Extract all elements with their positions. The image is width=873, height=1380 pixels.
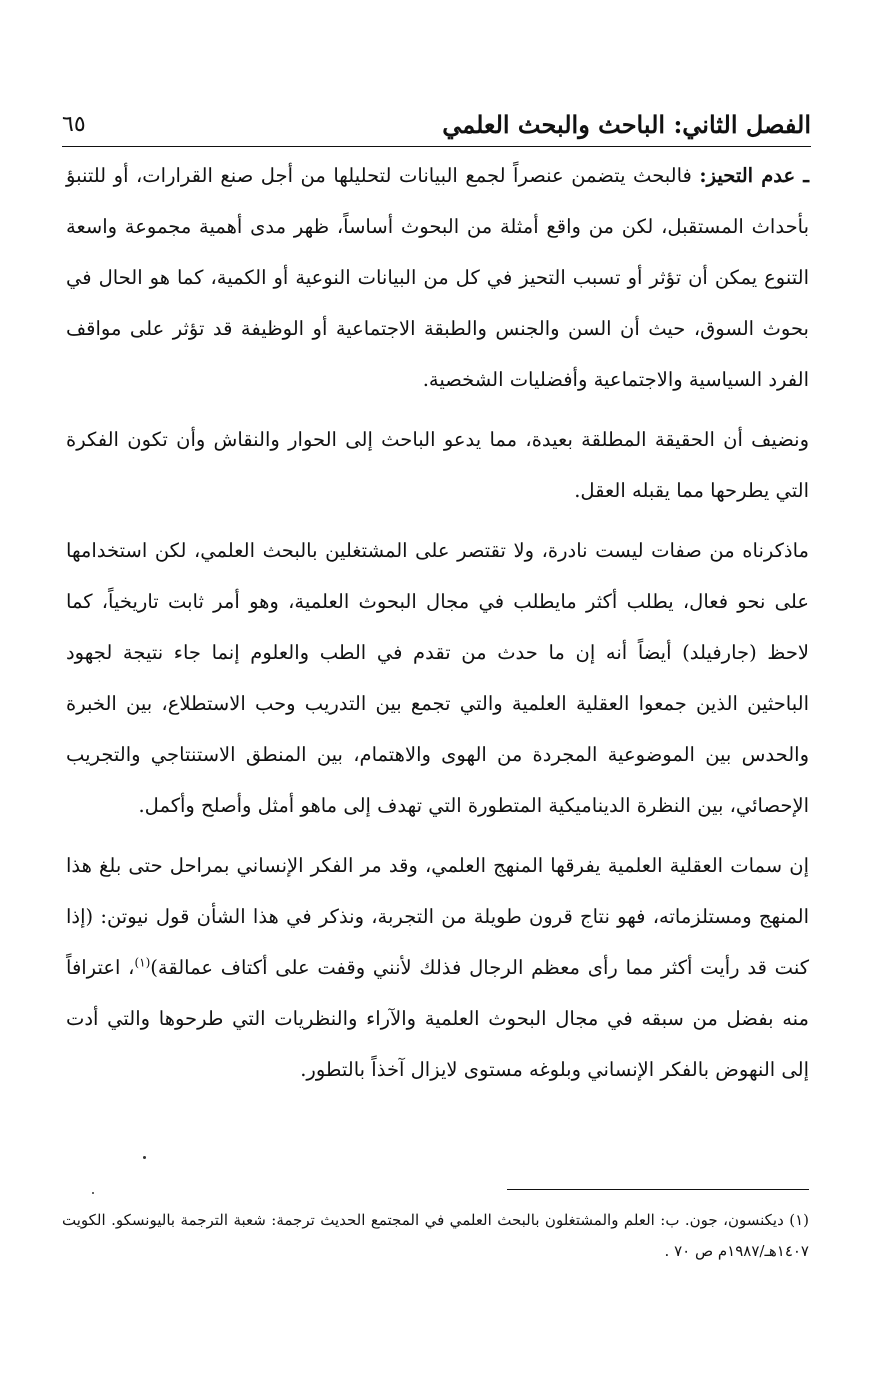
paragraph-absolute-truth: ونضيف أن الحقيقة المطلقة بعيدة، مما يدعو الباحث إلى الحوار والنقاش وأن تكون الفكرة التي يطرحها مما يقبله العقل. — [66, 428, 809, 502]
scan-speck — [143, 1156, 146, 1159]
paragraph-non-bias — [66, 150, 809, 405]
paragraph-scientific-method — [66, 840, 809, 1095]
main-text — [66, 150, 809, 1104]
paragraph-text: ، اعترافاً منه بفضل من سبقه في مجال البحوث العلمية والآراء والنظريات التي طرحوها والتي أدت إلى النهوض بالفكر الإنساني وبلوغه مستوى لايزال آخذاً بالتطور. — [66, 956, 809, 1081]
paragraph-text: فالبحث يتضمن عنصراً لجمع البيانات لتحليلها من أجل صنع القرارات، أو للتنبؤ بأحداث المستقبل، لكن من واقع أمثلة من البحوث أساساً، ظهر مدى أهمية مجموعة واسعة التنوع يمكن أن تؤثر أو تسبب التحيز في كل من البيانات النوعية أو الكمية، كما هو الحال في بحوث السوق، حيث أن السن والجنس والطبقة الاجتماعية أو الوظيفة قد تؤثر على مواقف الفرد السياسية والاجتماعية وأفضليات الشخصية. — [66, 164, 809, 391]
footnote: (١) ديكنسون، جون. ب: العلم والمشتغلون بالبحث العلمي في المجتمع الحديث ترجمة: شعبة الترجمة باليونسكو. الكويت ١٤٠٧هـ/١٩٨٧م ص ٧٠ . — [62, 1211, 809, 1260]
paragraph-text: إن سمات العقلية العلمية يفرقها المنهج العلمي، وقد مر الفكر الإنساني بمراحل حتى بلغ هذا المنهج ومستلزماته، فهو نتاج قرون طويلة من التجربة، ونذكر في هذا الشأن قول نيوتن: (إذا كنت قد رأيت أكثر مما رأى معظم الرجال فذلك لأنني وقفت على أكتاف عمالقة) — [66, 854, 809, 979]
footnote-reference[interactable]: (١) — [134, 955, 151, 970]
paragraph-scientific-traits: ماذكرناه من صفات ليست نادرة، ولا تقتصر على المشتغلين بالبحث العلمي، لكن استخدامها على نحو فعال، يطلب أكثر مايطلب في مجال البحوث العلمية، وهو أمر ثابت تاريخياً، كما لاحظ (جارفيلد) أيضاً أنه إن ما حدث من تقدم في الطب والعلوم إنما جاء نتيجة لجهود الباحثين الذين جمعوا العقلية العلمية والتي تجمع بين التدريب وحب الاستطلاع، بين الخبرة والحدس بين الموضوعية المجردة من الهوى والاهتمام، بين المنطق الاستنتاجي والتجريب الإحصائي، بين النظرة الديناميكية المتطورة التي تهدف إلى ماهو أمثل وأصلح وأكمل. — [66, 539, 809, 817]
header-rule — [62, 146, 811, 147]
running-header — [62, 104, 811, 144]
paragraph-lead-term: ـ عدم التحيز: — [699, 164, 809, 187]
footnote-separator — [507, 1189, 809, 1190]
page-number: ٦٥ — [62, 111, 86, 137]
scan-speck — [92, 1192, 94, 1194]
chapter-title: الفصل الثاني: الباحث والبحث العلمي — [442, 109, 811, 139]
